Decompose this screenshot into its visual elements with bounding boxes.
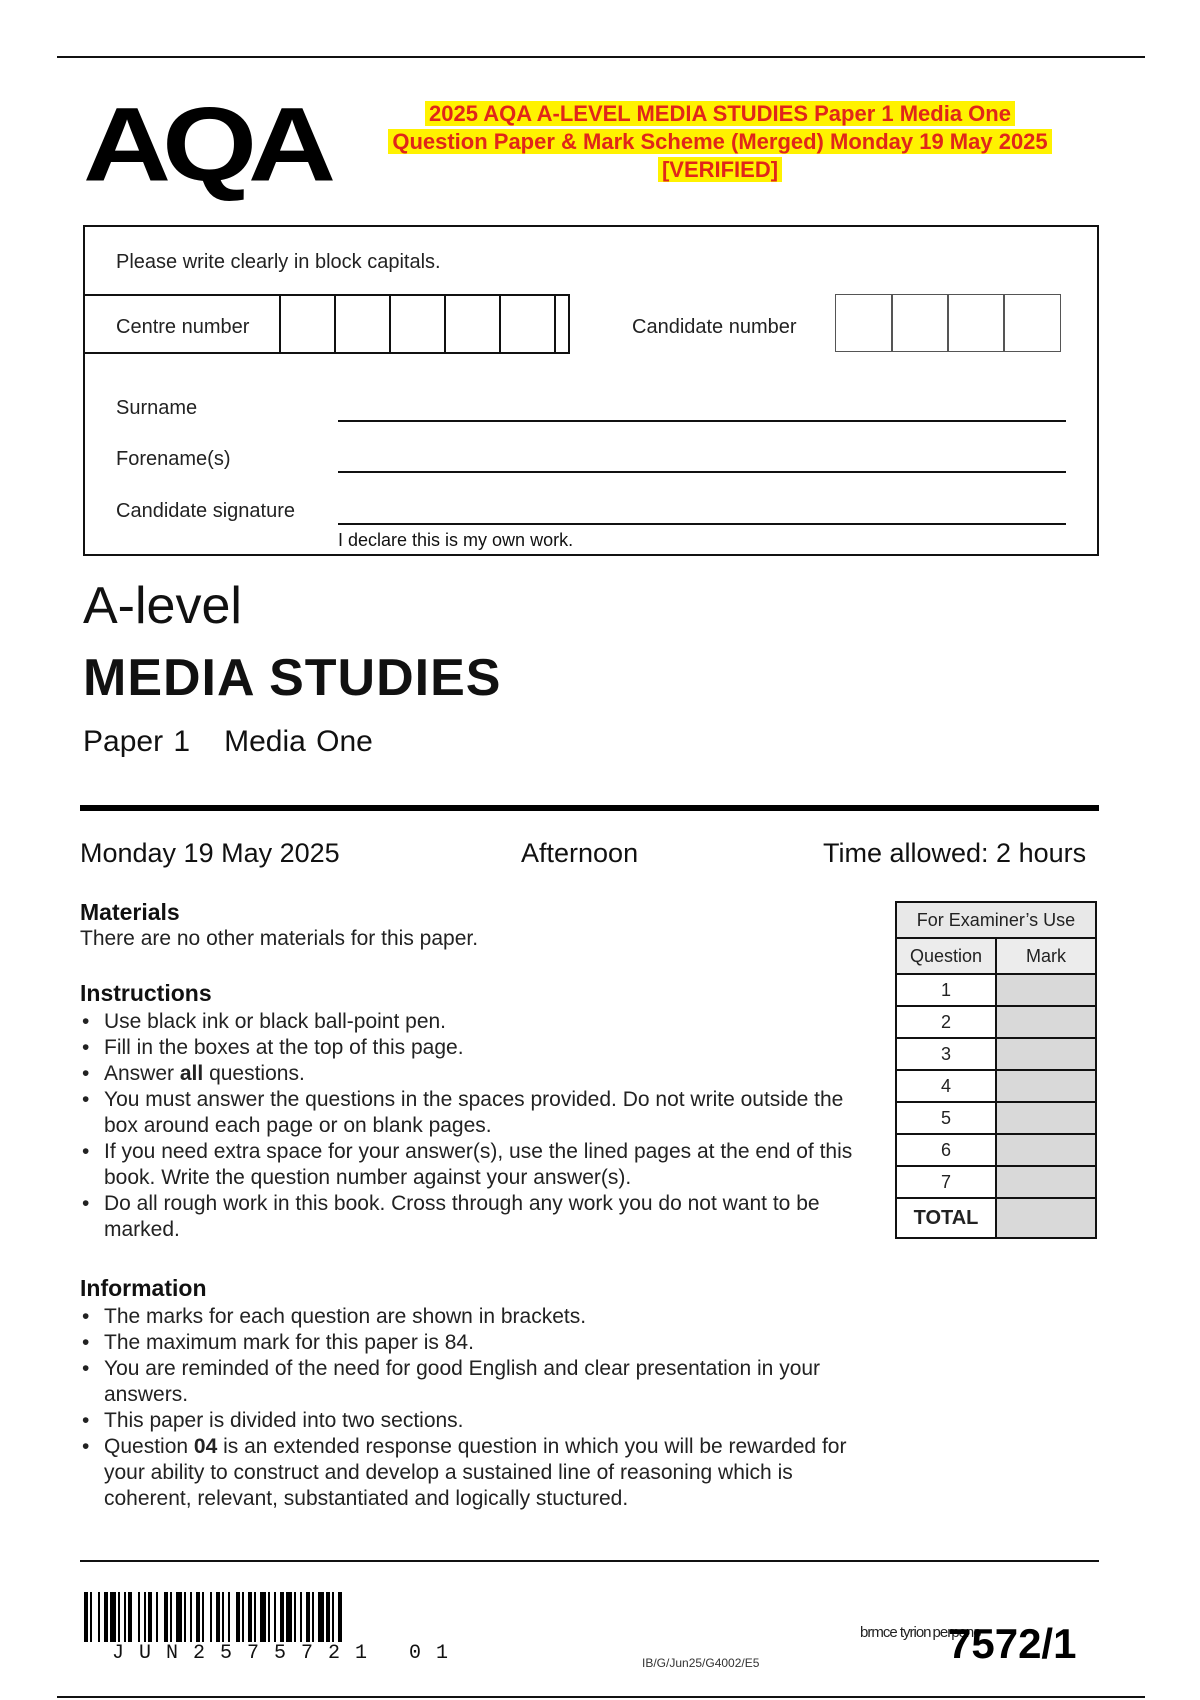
information-list (80, 1304, 880, 1512)
barcode-bar (268, 1592, 270, 1642)
paper-code: 7572/1 (948, 1620, 1077, 1667)
barcode-bar (110, 1592, 116, 1642)
barcode-bar (90, 1592, 92, 1642)
list-item (80, 1061, 870, 1087)
mark-cell[interactable] (996, 1038, 1096, 1070)
instructions-heading: Instructions (80, 980, 212, 1006)
extended-response-text: is an extended response question in which you will be rewarded for your ability to construct and develop a sustained line of reasoning which is coherent, relevant, substantiated and logically stuctured. (104, 1435, 847, 1510)
own-work-declaration: I declare this is my own work. (338, 530, 574, 550)
question-prefix: Question (104, 1435, 194, 1458)
signature-label: Candidate signature (116, 500, 296, 522)
time-allowed: Time allowed: 2 hours (823, 838, 1087, 868)
aqa-logo: AQA (83, 85, 328, 203)
subject-title: MEDIA STUDIES (83, 649, 502, 707)
barcode-bar (184, 1592, 186, 1642)
question-column-header: Question (896, 938, 996, 974)
paper-number: Paper 1 (83, 725, 191, 758)
barcode-image (84, 1592, 470, 1642)
exam-session: Afternoon (521, 838, 639, 868)
barcode-bar (210, 1592, 212, 1642)
list-item: • You must answer the questions in the spaces provided. Do not write outside the box around each page or on blank pages. (80, 1087, 870, 1139)
centre-number-digit-box[interactable] (499, 294, 556, 354)
paper-component: Media One (224, 725, 373, 758)
examiners-use-table (895, 901, 1097, 1239)
top-rule (57, 56, 1145, 58)
barcode-bar (228, 1592, 230, 1642)
question-number: 1 (896, 974, 996, 1006)
banner-line-2: Question Paper & Mark Scheme (Merged) Monday 19 May 2025 (388, 129, 1051, 154)
barcode-bar (176, 1592, 182, 1642)
mark-column-header: Mark (996, 938, 1096, 974)
question-number: 4 (896, 1070, 996, 1102)
surname-field[interactable] (338, 420, 1066, 422)
list-item: • The marks for each question are shown in brackets. (80, 1304, 880, 1330)
barcode-bar (306, 1592, 310, 1642)
barcode-bar (98, 1592, 100, 1642)
information-heading: Information (80, 1275, 207, 1301)
total-label: TOTAL (896, 1198, 996, 1238)
block-capitals-instruction: Please write clearly in block capitals. (116, 251, 441, 273)
candidate-details-box (83, 225, 1099, 556)
banner-line-1: 2025 AQA A-LEVEL MEDIA STUDIES Paper 1 Media One (425, 101, 1015, 126)
barcode-bar (196, 1592, 200, 1642)
answer-text: Answer (104, 1062, 180, 1085)
exam-date: Monday 19 May 2025 (80, 838, 340, 868)
bottom-rule (57, 1696, 1145, 1698)
emphasis-all: all (179, 1062, 204, 1085)
reference-code: IB/G/Jun25/G4002/E5 (642, 1656, 760, 1670)
barcode-bar (294, 1592, 296, 1642)
centre-number-boxes (281, 294, 556, 354)
barcode-bar (254, 1592, 256, 1642)
barcode-bar (274, 1592, 276, 1642)
barcode-bar (84, 1592, 88, 1642)
barcode-bar (138, 1592, 140, 1642)
mark-cell[interactable] (996, 974, 1096, 1006)
barcode-bar (202, 1592, 204, 1642)
banner-line-3: [VERIFIED] (658, 157, 782, 182)
question-number: 7 (896, 1166, 996, 1198)
centre-number-label: Centre number (116, 316, 250, 338)
barcode-bar (286, 1592, 292, 1642)
list-item: • You are reminded of the need for good English and clear presentation in your answers. (80, 1356, 880, 1408)
barcode-number: JUN2575721 01 (112, 1642, 464, 1665)
barcode-bar (144, 1592, 146, 1642)
barcode-bar (312, 1592, 314, 1642)
barcode-bar (190, 1592, 192, 1642)
mark-cell[interactable] (996, 1134, 1096, 1166)
barcode-bar (236, 1592, 240, 1642)
list-item: • Fill in the boxes at the top of this page. (80, 1035, 870, 1061)
centre-number-digit-box[interactable] (279, 294, 336, 354)
barcode-bar (242, 1592, 244, 1642)
candidate-number-boxes (837, 294, 1061, 352)
forename-field[interactable] (338, 471, 1066, 473)
candidate-number-digit-box[interactable] (835, 294, 893, 352)
footer-divider (80, 1560, 1099, 1562)
barcode-bar (216, 1592, 220, 1642)
question-number: 3 (896, 1038, 996, 1070)
list-item: • Do all rough work in this book. Cross through any work you do not want to be marked. (80, 1191, 870, 1243)
barcode-bar (260, 1592, 266, 1642)
barcode-bar (338, 1592, 342, 1642)
barcode-bar (332, 1592, 334, 1642)
question-number: 6 (896, 1134, 996, 1166)
centre-number-row (83, 294, 570, 354)
paper-title (83, 725, 373, 759)
question-number: 5 (896, 1102, 996, 1134)
list-item: • If you need extra space for your answer(s), use the lined pages at the end of this book. Write the question number against your answer(s). (80, 1139, 870, 1191)
candidate-number-digit-box[interactable] (947, 294, 1005, 352)
question-number-emphasis: 04 (193, 1435, 218, 1458)
barcode-bar (156, 1592, 158, 1642)
heavy-divider (80, 805, 1099, 811)
title-banner (350, 100, 1090, 184)
overlapping-text: brmce tyrion perpeno (860, 1624, 981, 1641)
barcode-bar (170, 1592, 172, 1642)
barcode-bar (300, 1592, 302, 1642)
barcode-bar (164, 1592, 168, 1642)
questions-text: questions. (209, 1062, 305, 1085)
materials-heading: Materials (80, 899, 180, 925)
total-mark-cell[interactable] (996, 1198, 1096, 1238)
list-item (80, 1434, 880, 1512)
question-number: 2 (896, 1006, 996, 1038)
candidate-number-label: Candidate number (632, 316, 797, 338)
surname-label: Surname (116, 397, 198, 419)
candidate-number-digit-box[interactable] (891, 294, 949, 352)
forename-label: Forename(s) (116, 448, 231, 470)
materials-text: There are no other materials for this paper. (80, 927, 479, 950)
centre-number-digit-box[interactable] (334, 294, 391, 354)
list-item: • The maximum mark for this paper is 84. (80, 1330, 880, 1356)
mark-cell[interactable] (996, 1102, 1096, 1134)
barcode-bar (326, 1592, 330, 1642)
barcode-bar (280, 1592, 284, 1642)
barcode-bar (318, 1592, 324, 1642)
list-item: • Use black ink or black ball-point pen. (80, 1009, 870, 1035)
qualification-level: A-level (83, 577, 242, 635)
barcode-bar (248, 1592, 252, 1642)
barcode-bar (124, 1592, 126, 1642)
mark-cell[interactable] (996, 1166, 1096, 1198)
mark-cell[interactable] (996, 1006, 1096, 1038)
barcode-bar (222, 1592, 224, 1642)
list-item: • This paper is divided into two sections. (80, 1408, 880, 1434)
barcode-bar (118, 1592, 120, 1642)
candidate-number-digit-box[interactable] (1003, 294, 1061, 352)
signature-field[interactable] (338, 523, 1066, 525)
barcode-bar (128, 1592, 132, 1642)
instructions-list (80, 1009, 870, 1243)
barcode-bar (104, 1592, 108, 1642)
mark-cell[interactable] (996, 1070, 1096, 1102)
centre-number-digit-box[interactable] (389, 294, 446, 354)
barcode-bar (148, 1592, 152, 1642)
centre-number-digit-box[interactable] (444, 294, 501, 354)
examiners-use-title: For Examiner’s Use (896, 902, 1096, 938)
